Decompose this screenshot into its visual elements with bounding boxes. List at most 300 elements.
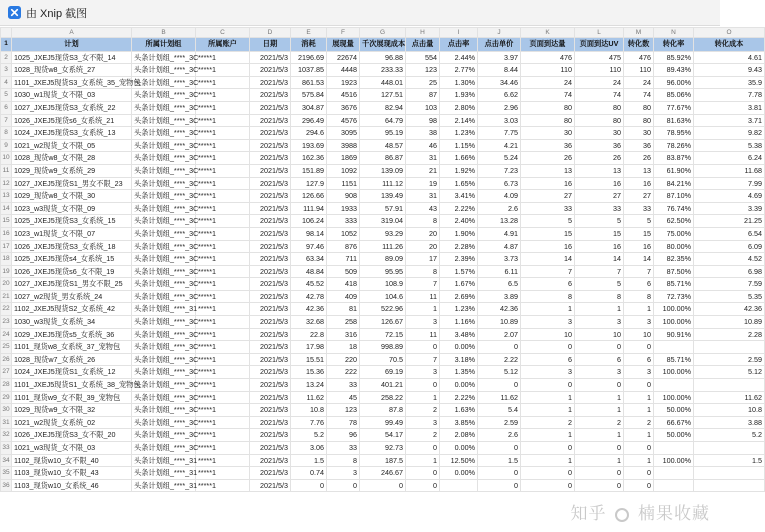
table-cell[interactable]: 头条计划组_****_31 xyxy=(132,467,196,480)
table-cell[interactable]: 1.5 xyxy=(478,454,521,467)
table-cell[interactable]: 31 xyxy=(406,152,440,165)
table-cell[interactable]: 106.24 xyxy=(291,215,327,228)
table-cell[interactable]: 0 xyxy=(521,479,575,492)
table-cell[interactable]: 3.97 xyxy=(478,51,521,64)
table-cell[interactable]: 2021/5/3 xyxy=(250,164,291,177)
table-cell[interactable]: 5.12 xyxy=(694,366,765,379)
table-cell[interactable]: 82.94 xyxy=(360,101,406,114)
table-cell[interactable]: 头条计划组_****_3C xyxy=(132,404,196,417)
table-cell[interactable]: 31 xyxy=(406,190,440,203)
table-cell[interactable]: 93.29 xyxy=(360,227,406,240)
table-cell[interactable]: 0 xyxy=(406,341,440,354)
table-cell[interactable]: 1027_JXEJ5现货S3_女系统_22 xyxy=(12,101,132,114)
table-cell[interactable]: 26 xyxy=(624,152,654,165)
table-cell[interactable]: 1 xyxy=(575,303,624,316)
column-letter[interactable]: D xyxy=(250,28,291,38)
table-cell[interactable]: 7 xyxy=(521,265,575,278)
table-cell[interactable]: 26 xyxy=(521,152,575,165)
table-cell[interactable]: 2.22% xyxy=(440,391,478,404)
table-cell[interactable]: 2021/5/3 xyxy=(250,215,291,228)
table-cell[interactable]: 头条计划组_****_3C xyxy=(132,127,196,140)
table-cell[interactable]: 4.91 xyxy=(478,227,521,240)
table-cell[interactable]: 0 xyxy=(406,442,440,455)
table-cell[interactable]: 6.5 xyxy=(478,278,521,291)
table-cell[interactable]: 3.06 xyxy=(291,442,327,455)
table-cell[interactable]: 1.15% xyxy=(440,139,478,152)
table-cell[interactable]: 1021_w2现货_女不限_05 xyxy=(12,139,132,152)
table-cell[interactable]: 11.62 xyxy=(291,391,327,404)
table-cell[interactable]: 74 xyxy=(575,89,624,102)
table-cell[interactable]: 0 xyxy=(624,379,654,392)
table-cell[interactable]: 1923 xyxy=(327,76,360,89)
table-cell[interactable]: 1.67% xyxy=(440,278,478,291)
table-cell[interactable]: 16 xyxy=(575,240,624,253)
table-cell[interactable]: 1023_w3现货_女不限_09 xyxy=(12,202,132,215)
table-cell[interactable]: 1101_现货w8_女系统_37_宠物包 xyxy=(12,341,132,354)
row-number[interactable]: 32 xyxy=(1,429,12,442)
table-cell[interactable]: *****1 xyxy=(196,442,250,455)
table-cell[interactable]: 99.49 xyxy=(360,416,406,429)
table-cell[interactable]: 110 xyxy=(575,64,624,77)
table-cell[interactable]: 127.9 xyxy=(291,177,327,190)
table-cell[interactable]: *****1 xyxy=(196,253,250,266)
table-cell[interactable]: 66.67% xyxy=(654,416,694,429)
table-cell[interactable]: 1037.85 xyxy=(291,64,327,77)
row-number[interactable]: 13 xyxy=(1,190,12,203)
row-number[interactable]: 21 xyxy=(1,290,12,303)
table-cell[interactable]: *****1 xyxy=(196,391,250,404)
table-cell[interactable]: 2021/5/3 xyxy=(250,89,291,102)
table-cell[interactable]: 2.6 xyxy=(478,429,521,442)
row-number[interactable]: 5 xyxy=(1,89,12,102)
table-cell[interactable]: 126.66 xyxy=(291,190,327,203)
table-cell[interactable]: 2021/5/3 xyxy=(250,442,291,455)
table-cell[interactable]: 头条计划组_****_3C xyxy=(132,177,196,190)
table-cell[interactable]: 2.14% xyxy=(440,114,478,127)
table-cell[interactable]: 2.69% xyxy=(440,290,478,303)
row-number[interactable]: 31 xyxy=(1,416,12,429)
row-number[interactable]: 35 xyxy=(1,467,12,480)
table-cell[interactable]: 0.00% xyxy=(440,341,478,354)
table-cell[interactable]: *****1 xyxy=(196,404,250,417)
table-cell[interactable]: 1027_JXEJ5现货S1_男女不限_23 xyxy=(12,177,132,190)
table-cell[interactable]: 3.89 xyxy=(478,290,521,303)
table-cell[interactable]: 1933 xyxy=(327,202,360,215)
table-cell[interactable]: 96.88 xyxy=(360,51,406,64)
table-cell[interactable] xyxy=(654,479,694,492)
table-cell[interactable]: 11.68 xyxy=(694,164,765,177)
table-cell[interactable]: 26 xyxy=(575,152,624,165)
header-cell[interactable]: 页面到达UV xyxy=(575,38,624,52)
table-cell[interactable]: 2021/5/3 xyxy=(250,479,291,492)
row-number[interactable]: 4 xyxy=(1,76,12,89)
table-cell[interactable]: 78.26% xyxy=(654,139,694,152)
table-cell[interactable]: 0 xyxy=(624,442,654,455)
header-cell[interactable]: 点击单价 xyxy=(478,38,521,52)
table-cell[interactable]: *****1 xyxy=(196,51,250,64)
table-cell[interactable]: 3.41% xyxy=(440,190,478,203)
row-number[interactable]: 1 xyxy=(1,38,12,52)
row-number[interactable]: 26 xyxy=(1,353,12,366)
table-cell[interactable]: 6 xyxy=(521,278,575,291)
table-cell[interactable]: 80 xyxy=(575,101,624,114)
table-cell[interactable]: 1026_JXEJ5现货S3_女系统_18 xyxy=(12,240,132,253)
table-cell[interactable]: 6 xyxy=(624,353,654,366)
table-cell[interactable]: 14 xyxy=(521,253,575,266)
table-cell[interactable]: 0 xyxy=(575,341,624,354)
table-cell[interactable] xyxy=(654,379,694,392)
table-cell[interactable]: 34.46 xyxy=(478,76,521,89)
table-cell[interactable]: 76.74% xyxy=(654,202,694,215)
table-cell[interactable]: 876 xyxy=(327,240,360,253)
table-cell[interactable]: 1 xyxy=(575,454,624,467)
table-cell[interactable]: 3 xyxy=(624,316,654,329)
table-cell[interactable]: 6 xyxy=(521,353,575,366)
table-cell[interactable]: 111.26 xyxy=(360,240,406,253)
table-cell[interactable]: 1 xyxy=(575,404,624,417)
table-cell[interactable]: 10.89 xyxy=(694,316,765,329)
table-cell[interactable]: 2021/5/3 xyxy=(250,253,291,266)
table-cell[interactable]: 头条计划组_****_3C xyxy=(132,391,196,404)
table-cell[interactable]: 头条计划组_****_3C xyxy=(132,164,196,177)
table-cell[interactable]: 17 xyxy=(406,253,440,266)
table-cell[interactable]: 42.36 xyxy=(291,303,327,316)
table-cell[interactable] xyxy=(654,341,694,354)
table-cell[interactable]: 0 xyxy=(624,341,654,354)
header-cell[interactable]: 转化率 xyxy=(654,38,694,52)
table-cell[interactable]: 1025_JXEJ5现货s4_女系统_15 xyxy=(12,253,132,266)
table-cell[interactable]: 27 xyxy=(624,190,654,203)
table-cell[interactable]: 418 xyxy=(327,278,360,291)
table-cell[interactable]: *****1 xyxy=(196,278,250,291)
table-cell[interactable]: 45.52 xyxy=(291,278,327,291)
table-cell[interactable]: 2.22% xyxy=(440,202,478,215)
table-cell[interactable]: 233.33 xyxy=(360,64,406,77)
row-number[interactable]: 7 xyxy=(1,114,12,127)
table-cell[interactable]: 3.85% xyxy=(440,416,478,429)
table-cell[interactable]: 3676 xyxy=(327,101,360,114)
table-cell[interactable]: 448.01 xyxy=(360,76,406,89)
table-cell[interactable]: 8 xyxy=(406,215,440,228)
table-cell[interactable]: 8 xyxy=(575,290,624,303)
table-cell[interactable]: 2196.69 xyxy=(291,51,327,64)
table-cell[interactable]: 1.30% xyxy=(440,76,478,89)
table-cell[interactable]: 5.24 xyxy=(478,152,521,165)
table-cell[interactable]: 1869 xyxy=(327,152,360,165)
table-cell[interactable]: 1 xyxy=(406,303,440,316)
spreadsheet[interactable] xyxy=(0,27,762,532)
table-cell[interactable]: 85.71% xyxy=(654,353,694,366)
table-cell[interactable]: 1151 xyxy=(327,177,360,190)
table-cell[interactable]: 20 xyxy=(406,240,440,253)
table-cell[interactable]: 98.14 xyxy=(291,227,327,240)
table-cell[interactable]: 2021/5/3 xyxy=(250,139,291,152)
table-cell[interactable]: 1 xyxy=(406,391,440,404)
table-cell[interactable]: 1 xyxy=(624,391,654,404)
row-number[interactable]: 9 xyxy=(1,139,12,152)
table-cell[interactable]: 6.24 xyxy=(694,152,765,165)
table-cell[interactable]: *****1 xyxy=(196,416,250,429)
header-cell[interactable]: 点击量 xyxy=(406,38,440,52)
table-cell[interactable]: 1.93% xyxy=(440,89,478,102)
table-cell[interactable]: 2021/5/3 xyxy=(250,316,291,329)
table-cell[interactable]: 111.12 xyxy=(360,177,406,190)
table-cell[interactable]: 103 xyxy=(406,101,440,114)
table-cell[interactable]: 16 xyxy=(624,177,654,190)
table-cell[interactable] xyxy=(654,442,694,455)
table-cell[interactable]: 0 xyxy=(478,467,521,480)
table-cell[interactable]: 81.63% xyxy=(654,114,694,127)
table-cell[interactable]: 1101_JXEJ5现货S1_女系统_38_宠物包 xyxy=(12,379,132,392)
table-cell[interactable]: 11.62 xyxy=(694,391,765,404)
column-letter[interactable]: I xyxy=(440,28,478,38)
table-cell[interactable]: 5.2 xyxy=(291,429,327,442)
header-cell[interactable]: 所属计划组 xyxy=(132,38,196,52)
table-cell[interactable]: 1021_w2现货_女系统_02 xyxy=(12,416,132,429)
table-cell[interactable]: 92.73 xyxy=(360,442,406,455)
table-cell[interactable]: 475 xyxy=(575,51,624,64)
table-cell[interactable]: 77.67% xyxy=(654,101,694,114)
table-cell[interactable]: 1 xyxy=(521,404,575,417)
table-cell[interactable]: 2 xyxy=(575,416,624,429)
table-cell[interactable]: 1024_JXEJ5现货S1_女系统_12 xyxy=(12,366,132,379)
table-cell[interactable]: 220 xyxy=(327,353,360,366)
table-cell[interactable]: 998.89 xyxy=(360,341,406,354)
header-cell[interactable]: 计划 xyxy=(12,38,132,52)
table-cell[interactable]: 85.71% xyxy=(654,278,694,291)
table-cell[interactable]: 1.90% xyxy=(440,227,478,240)
table-cell[interactable]: 48.84 xyxy=(291,265,327,278)
header-cell[interactable]: 点击率 xyxy=(440,38,478,52)
column-letter[interactable]: B xyxy=(132,28,196,38)
table-cell[interactable]: 2021/5/3 xyxy=(250,467,291,480)
table-cell[interactable]: 头条计划组_****_3C xyxy=(132,76,196,89)
table-cell[interactable]: 1021_w3现货_女不限_03 xyxy=(12,442,132,455)
table-cell[interactable]: 1103_现货w10_女系统_46 xyxy=(12,479,132,492)
table-cell[interactable]: 42.78 xyxy=(291,290,327,303)
table-cell[interactable]: 72.73% xyxy=(654,290,694,303)
table-cell[interactable]: *****1 xyxy=(196,328,250,341)
table-cell[interactable]: *****1 xyxy=(196,227,250,240)
table-cell[interactable]: 7.99 xyxy=(694,177,765,190)
table-cell[interactable]: 22.8 xyxy=(291,328,327,341)
table-cell[interactable]: 64.79 xyxy=(360,114,406,127)
table-cell[interactable]: 294.6 xyxy=(291,127,327,140)
table-cell[interactable]: *****1 xyxy=(196,139,250,152)
table-cell[interactable]: 2.39% xyxy=(440,253,478,266)
table-cell[interactable]: 33 xyxy=(624,202,654,215)
table-cell[interactable]: 2021/5/3 xyxy=(250,127,291,140)
table-cell[interactable]: 1023_w1现货_女不限_07 xyxy=(12,227,132,240)
table-cell[interactable]: 2021/5/3 xyxy=(250,341,291,354)
table-cell[interactable]: 554 xyxy=(406,51,440,64)
table-cell[interactable]: 21.25 xyxy=(694,215,765,228)
table-cell[interactable]: 头条计划组_****_3C xyxy=(132,316,196,329)
table-cell[interactable]: 7 xyxy=(575,265,624,278)
table-cell[interactable]: 87.10% xyxy=(654,190,694,203)
row-number[interactable]: 16 xyxy=(1,227,12,240)
table-cell[interactable]: 2021/5/3 xyxy=(250,429,291,442)
table-cell[interactable]: 1026_JXEJ5现货s6_女系统_21 xyxy=(12,114,132,127)
table-cell[interactable]: 476 xyxy=(521,51,575,64)
table-cell[interactable]: 1 xyxy=(521,429,575,442)
table-cell[interactable]: *****1 xyxy=(196,64,250,77)
table-cell[interactable]: 87.8 xyxy=(360,404,406,417)
table-cell[interactable]: 48.57 xyxy=(360,139,406,152)
row-number[interactable]: 28 xyxy=(1,379,12,392)
table-cell[interactable]: 110 xyxy=(624,64,654,77)
table-cell[interactable]: 6.09 xyxy=(694,240,765,253)
table-cell[interactable]: 2021/5/3 xyxy=(250,353,291,366)
row-number[interactable]: 17 xyxy=(1,240,12,253)
table-cell[interactable]: 2021/5/3 xyxy=(250,265,291,278)
table-cell[interactable]: 0 xyxy=(575,379,624,392)
table-cell[interactable]: 33 xyxy=(327,379,360,392)
table-cell[interactable]: 7 xyxy=(624,265,654,278)
table-cell[interactable]: 1.16% xyxy=(440,316,478,329)
table-cell[interactable]: 69.19 xyxy=(360,366,406,379)
table-cell[interactable]: 头条计划组_****_3C xyxy=(132,202,196,215)
table-cell[interactable]: 78 xyxy=(327,416,360,429)
table-cell[interactable]: 123 xyxy=(327,404,360,417)
table-cell[interactable]: 1 xyxy=(406,454,440,467)
table-cell[interactable]: 11 xyxy=(406,328,440,341)
table-cell[interactable]: 5.38 xyxy=(694,139,765,152)
table-cell[interactable]: 111.94 xyxy=(291,202,327,215)
table-cell[interactable]: 509 xyxy=(327,265,360,278)
table-cell[interactable]: 5.12 xyxy=(478,366,521,379)
table-cell[interactable]: 54.17 xyxy=(360,429,406,442)
table-cell[interactable] xyxy=(694,341,765,354)
table-cell[interactable]: 5 xyxy=(575,278,624,291)
table-cell[interactable]: 3 xyxy=(624,366,654,379)
table-cell[interactable]: 1 xyxy=(575,429,624,442)
table-cell[interactable]: 3 xyxy=(521,316,575,329)
table-cell[interactable]: 108.9 xyxy=(360,278,406,291)
table-cell[interactable]: 12.50% xyxy=(440,454,478,467)
table-cell[interactable]: 6.98 xyxy=(694,265,765,278)
table-cell[interactable]: 6 xyxy=(624,278,654,291)
table-cell[interactable]: 0 xyxy=(406,379,440,392)
table-cell[interactable]: 90.91% xyxy=(654,328,694,341)
column-letter[interactable]: F xyxy=(327,28,360,38)
table-cell[interactable] xyxy=(694,379,765,392)
table-cell[interactable]: *****1 xyxy=(196,290,250,303)
row-number[interactable]: 27 xyxy=(1,366,12,379)
table-cell[interactable]: 2021/5/3 xyxy=(250,76,291,89)
table-cell[interactable]: 95.95 xyxy=(360,265,406,278)
row-number[interactable]: 3 xyxy=(1,64,12,77)
table-cell[interactable]: 1029_现货w9_女不限_32 xyxy=(12,404,132,417)
table-cell[interactable]: 10 xyxy=(521,328,575,341)
table-cell[interactable]: 头条计划组_****_3C xyxy=(132,290,196,303)
table-cell[interactable]: 4.21 xyxy=(478,139,521,152)
table-cell[interactable]: 8 xyxy=(521,290,575,303)
table-cell[interactable]: 1025_JXEJ5现货S3_女不限_14 xyxy=(12,51,132,64)
table-cell[interactable] xyxy=(694,467,765,480)
table-cell[interactable]: 2021/5/3 xyxy=(250,152,291,165)
table-cell[interactable]: 7.23 xyxy=(478,164,521,177)
table-cell[interactable]: 222 xyxy=(327,366,360,379)
column-letter[interactable]: K xyxy=(521,28,575,38)
row-number[interactable]: 19 xyxy=(1,265,12,278)
table-cell[interactable]: 头条计划组_****_3C xyxy=(132,353,196,366)
table-cell[interactable]: 头条计划组_****_3C xyxy=(132,278,196,291)
table-cell[interactable]: 1 xyxy=(624,303,654,316)
table-cell[interactable]: 7 xyxy=(406,353,440,366)
table-cell[interactable]: 35.9 xyxy=(694,76,765,89)
header-cell[interactable]: 展现量 xyxy=(327,38,360,52)
table-cell[interactable]: 5.35 xyxy=(694,290,765,303)
table-cell[interactable]: 4.69 xyxy=(694,190,765,203)
column-letter[interactable]: G xyxy=(360,28,406,38)
table-cell[interactable]: 78.95% xyxy=(654,127,694,140)
table-cell[interactable]: *****1 xyxy=(196,366,250,379)
table-cell[interactable]: 3.39 xyxy=(694,202,765,215)
table-cell[interactable]: 1102_JXEJ5现货S2_女系统_42 xyxy=(12,303,132,316)
table-cell[interactable]: 32.68 xyxy=(291,316,327,329)
table-cell[interactable]: 81 xyxy=(327,303,360,316)
column-letter[interactable]: A xyxy=(12,28,132,38)
table-cell[interactable]: *****1 xyxy=(196,202,250,215)
table-cell[interactable]: 258 xyxy=(327,316,360,329)
table-cell[interactable]: *****1 xyxy=(196,215,250,228)
table-cell[interactable]: 3 xyxy=(521,366,575,379)
table-cell[interactable]: 10.8 xyxy=(694,404,765,417)
table-cell[interactable]: 36 xyxy=(624,139,654,152)
table-cell[interactable]: 2.22 xyxy=(478,353,521,366)
column-letter[interactable]: H xyxy=(406,28,440,38)
table-cell[interactable]: 4.09 xyxy=(478,190,521,203)
table-cell[interactable]: *****1 xyxy=(196,265,250,278)
table-cell[interactable] xyxy=(440,479,478,492)
table-cell[interactable]: 3.81 xyxy=(694,101,765,114)
table-cell[interactable]: 333 xyxy=(327,215,360,228)
table-cell[interactable]: 0.00% xyxy=(440,379,478,392)
table-cell[interactable] xyxy=(694,442,765,455)
table-cell[interactable]: 1030_w3现货_女系统_34 xyxy=(12,316,132,329)
table-cell[interactable]: *****1 xyxy=(196,101,250,114)
table-cell[interactable]: *****1 xyxy=(196,240,250,253)
column-letter[interactable]: M xyxy=(624,28,654,38)
table-cell[interactable]: 11 xyxy=(406,290,440,303)
table-cell[interactable]: *****1 xyxy=(196,89,250,102)
table-cell[interactable]: 80.00% xyxy=(654,240,694,253)
table-cell[interactable]: 13.28 xyxy=(478,215,521,228)
table-cell[interactable]: 6 xyxy=(575,353,624,366)
table-cell[interactable]: 123 xyxy=(406,64,440,77)
table-cell[interactable]: 316 xyxy=(327,328,360,341)
table-cell[interactable]: 89.43% xyxy=(654,64,694,77)
table-cell[interactable]: 3.18% xyxy=(440,353,478,366)
table-cell[interactable]: 6.11 xyxy=(478,265,521,278)
table-cell[interactable]: 5.4 xyxy=(478,404,521,417)
table-cell[interactable]: 0 xyxy=(575,479,624,492)
table-cell[interactable]: 2021/5/3 xyxy=(250,190,291,203)
table-cell[interactable]: 0 xyxy=(478,479,521,492)
table-cell[interactable]: 6.54 xyxy=(694,227,765,240)
table-cell[interactable]: 1.63% xyxy=(440,404,478,417)
table-cell[interactable]: 75.00% xyxy=(654,227,694,240)
table-cell[interactable]: 95.19 xyxy=(360,127,406,140)
table-cell[interactable]: 16 xyxy=(624,240,654,253)
table-cell[interactable]: 15.51 xyxy=(291,353,327,366)
table-cell[interactable]: 8.44 xyxy=(478,64,521,77)
table-cell[interactable]: 27 xyxy=(575,190,624,203)
table-cell[interactable]: 15 xyxy=(521,227,575,240)
table-cell[interactable]: 1 xyxy=(521,303,575,316)
table-cell[interactable]: 0 xyxy=(521,467,575,480)
